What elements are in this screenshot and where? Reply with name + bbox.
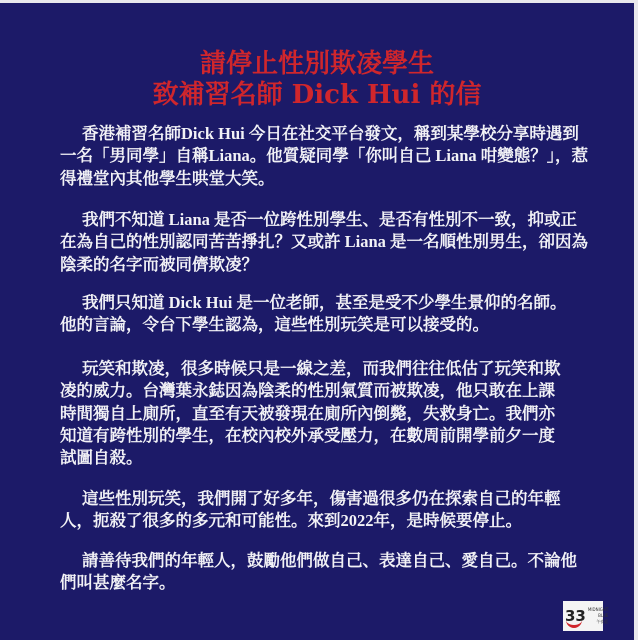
text-line: 凌的威力。台灣葉永鋕因為陰柔的性別氣質而被欺凌，他只敢在上課 [60, 381, 555, 401]
paragraph-5 [60, 488, 600, 533]
logo-text [588, 607, 608, 625]
paragraph-1 [60, 123, 600, 190]
text-line: 我們不知道 Liana 是否一位跨性別學生、是否有性別不一致，抑或正 [82, 210, 578, 229]
text-line: 這些性別玩笑，我們開了好多年，傷害過很多仍在探索自己的年輕 [82, 489, 561, 508]
text-line: 我們只知道 Dick Hui 是一位老師，甚至是受不少學生景仰的名師。 [82, 293, 567, 312]
text-line: 們叫甚麼名字。 [60, 573, 176, 593]
paragraph-4 [60, 358, 600, 469]
midnight-blue-logo [563, 601, 609, 631]
text-line: 他的言論，令台下學生認為，這些性別玩笑是可以接受的。 [60, 315, 489, 335]
text-line: 一名「男同學」自稱Liana。他質疑同學「你叫自己 Liana 咁變態？」，惹 [60, 146, 589, 166]
logo-line: 午夜藍 [596, 619, 609, 624]
text-line: 得禮堂內其他學生哄堂大笑。 [60, 168, 275, 188]
title-line-1: 請停止性別欺凌學生 [199, 49, 434, 79]
text-line: 香港補習名師Dick Hui 今日在社交平台發文，稱到某學校分享時遇到 [82, 124, 579, 143]
text-line: 請善待我們的年輕人，鼓勵他們做自己、表達自己、愛自己。不論他 [82, 551, 577, 570]
poster [0, 3, 634, 640]
paragraph-3 [60, 292, 600, 337]
text-line: 知道有跨性別的學生，在校內校外承受壓力，在數周前開學前夕一度 [60, 425, 555, 445]
title-line-2: 致補習名師 Dick Hui 的信 [152, 80, 482, 110]
paragraph-6 [60, 550, 600, 595]
text-line: 玩笑和欺凌，很多時候只是一線之差，而我們往往低估了玩笑和欺 [82, 359, 561, 378]
text-line: 陰柔的名字而被同儕欺凌？ [60, 254, 258, 274]
text-line: 時間獨自上廁所，直至有天被發現在廁所內倒斃，失救身亡。我們亦 [60, 403, 555, 423]
paragraph-2 [60, 209, 600, 276]
logo-number: 33 [565, 607, 586, 625]
logo-line: BLUE [598, 613, 609, 618]
logo-line: MIDNIGHT [587, 607, 609, 612]
text-line: 試圖自殺。 [60, 448, 143, 468]
text-line: 人，扼殺了很多的多元和可能性。來到2022年，是時候要停止。 [60, 511, 522, 531]
text-line: 在為自己的性別認同苦苦掙扎？又或許 Liana 是一名順性別男生，卻因為 [60, 232, 589, 252]
